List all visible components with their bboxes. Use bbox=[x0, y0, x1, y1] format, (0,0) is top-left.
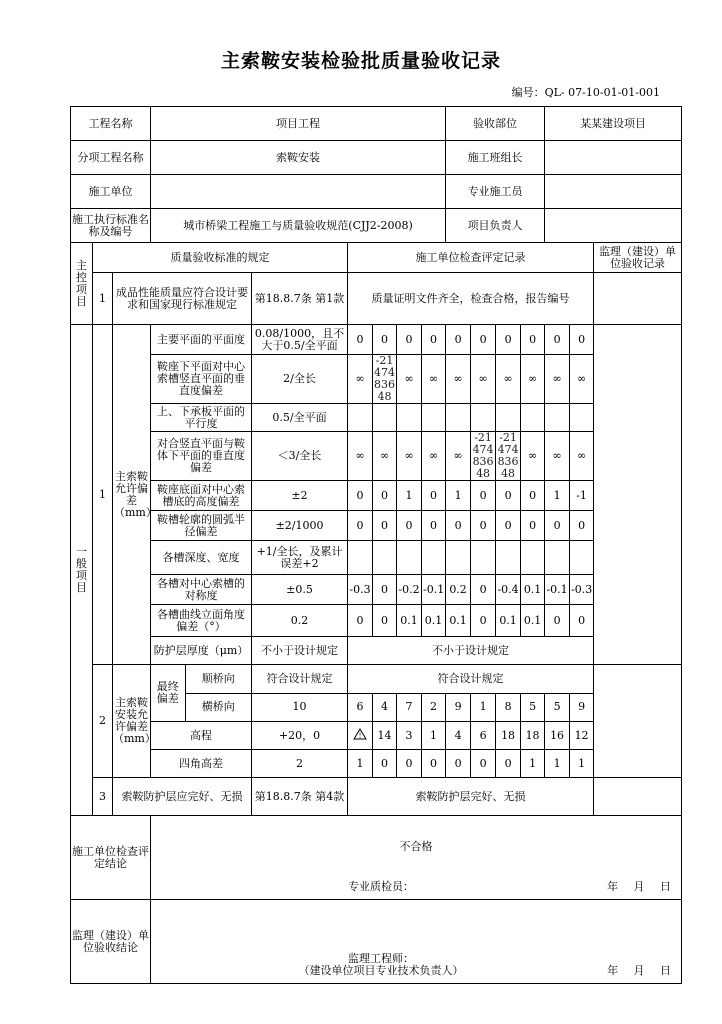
value-cell: 0 bbox=[373, 511, 397, 541]
coating-desc: 防护层厚度（μm） bbox=[151, 637, 252, 665]
main-item-record: 质量证明文件齐全，检查合格，报告编号 bbox=[348, 273, 594, 325]
value-cell: -0.1 bbox=[422, 575, 446, 605]
value-cell: 0 bbox=[471, 750, 496, 778]
item3-supervision bbox=[594, 778, 682, 816]
value-cell: ∞ bbox=[446, 432, 471, 481]
value-cell: 9 bbox=[570, 693, 594, 722]
item-desc: 鞍座下平面对中心索槽竖直平面的垂直度偏差 bbox=[151, 355, 252, 404]
value-cell: 0 bbox=[397, 750, 422, 778]
value-cell: ∞ bbox=[422, 355, 446, 404]
elevation-std: +20，0 bbox=[252, 722, 348, 750]
professional-worker-label: 专业施工员 bbox=[446, 175, 545, 209]
standard-label: 施工执行标准名称及编号 bbox=[71, 209, 151, 243]
elevation-label: 高程 bbox=[151, 722, 252, 750]
value-cell: 0 bbox=[545, 325, 570, 355]
value-cell bbox=[496, 432, 521, 481]
conclusion-result: 不合格 bbox=[399, 840, 433, 853]
value-cell: 0 bbox=[446, 511, 471, 541]
value-cell bbox=[422, 404, 446, 432]
value-cell: 0 bbox=[471, 325, 496, 355]
item-desc: 上、下承板平面的平行度 bbox=[151, 404, 252, 432]
value-cell: ∞ bbox=[545, 432, 570, 481]
value-cell: 18 bbox=[521, 722, 545, 750]
item-std: ±2 bbox=[252, 481, 348, 511]
value-cell: ∞ bbox=[422, 432, 446, 481]
professional-worker-value bbox=[545, 175, 682, 209]
value-cell: 0 bbox=[496, 325, 521, 355]
value-cell: 0 bbox=[471, 605, 496, 637]
value-cell: 1 bbox=[545, 481, 570, 511]
item-std: ＜3/全长 bbox=[252, 432, 348, 481]
value-cell: 0 bbox=[521, 325, 545, 355]
item-std: 0.2 bbox=[252, 605, 348, 637]
value-cell bbox=[471, 432, 496, 481]
value-cell: 0 bbox=[373, 481, 397, 511]
value-cell: 6 bbox=[471, 722, 496, 750]
value-cell: 1 bbox=[397, 481, 422, 511]
value-cell bbox=[471, 404, 496, 432]
final-deviation-cell bbox=[151, 665, 252, 722]
item-std: 0.08/1000，且不大于0.5/全平面 bbox=[252, 325, 348, 355]
value-cell: 0.1 bbox=[446, 605, 471, 637]
coating-record: 不小于设计规定 bbox=[348, 637, 594, 665]
value-cell: -1 bbox=[570, 481, 594, 511]
value-cell: 0 bbox=[545, 605, 570, 637]
value-cell: 0 bbox=[422, 511, 446, 541]
main-item-desc: 成品性能质量应符合设计要求和国家现行标准规定 bbox=[113, 273, 252, 325]
group1-no: 1 bbox=[93, 325, 113, 665]
group1-label: 主索鞍允许偏差（mm） bbox=[113, 325, 151, 665]
value-cell: 0.1 bbox=[521, 605, 545, 637]
item-desc: 鞍槽轮廓的圆弧半径偏差 bbox=[151, 511, 252, 541]
value-cell bbox=[397, 404, 422, 432]
supervision-conclusion-label: 监理（建设）单位验收结论 bbox=[71, 900, 151, 984]
value-cell: ∞ bbox=[570, 355, 594, 404]
value-cell: -0.2 bbox=[397, 575, 422, 605]
project-name-label: 工程名称 bbox=[71, 107, 151, 141]
value-cell: ∞ bbox=[570, 432, 594, 481]
construction-conclusion-label: 施工单位检查评定结论 bbox=[71, 816, 151, 900]
value-cell bbox=[570, 404, 594, 432]
record-code: 编号：QL- 07-10-01-01-001 bbox=[511, 86, 660, 99]
value-cell: 14 bbox=[373, 722, 397, 750]
value-cell: 0.2 bbox=[446, 575, 471, 605]
value-cell: 0 bbox=[570, 325, 594, 355]
value-cell: -0.4 bbox=[496, 575, 521, 605]
item-desc: 各槽对中心索槽的对称度 bbox=[151, 575, 252, 605]
item-desc: 各槽深度、宽度 bbox=[151, 541, 252, 575]
main-item-no: 1 bbox=[93, 273, 113, 325]
inspection-date: 年 月 日 bbox=[607, 880, 678, 893]
value-cell: 0 bbox=[348, 481, 373, 511]
value-cell: -0.3 bbox=[348, 575, 373, 605]
item-desc: 对合竖直平面与鞍体下平面的垂直度偏差 bbox=[151, 432, 252, 481]
page-title: 主索鞍安装检验批质量验收记录 bbox=[220, 50, 501, 72]
supervision-header: 监理（建设）单位验收记录 bbox=[594, 243, 682, 273]
value-cell: 1 bbox=[422, 722, 446, 750]
warning-triangle-icon bbox=[353, 728, 367, 740]
engineer-label: 监理工程师： bbox=[348, 952, 415, 965]
value-cell: 0 bbox=[521, 511, 545, 541]
value-cell bbox=[397, 541, 422, 575]
item-desc: 鞍座底面对中心索槽底的高度偏差 bbox=[151, 481, 252, 511]
value-cell bbox=[373, 541, 397, 575]
inspector-label: 专业质检员： bbox=[348, 880, 415, 893]
team-leader-label: 施工班组长 bbox=[446, 141, 545, 175]
value-cell bbox=[422, 541, 446, 575]
main-item-supervision bbox=[594, 273, 682, 325]
item3-record: 索鞍防护层完好、无损 bbox=[348, 778, 594, 816]
item3-std: 第18.8.7条 第4款 bbox=[252, 778, 348, 816]
value-cell: 3 bbox=[397, 722, 422, 750]
corner-label: 四角高差 bbox=[151, 750, 252, 778]
value-cell: 0 bbox=[422, 750, 446, 778]
value-cell bbox=[348, 404, 373, 432]
value-cell: 18 bbox=[496, 722, 521, 750]
value-cell: ∞ bbox=[496, 355, 521, 404]
standard-value: 城市桥梁工程施工与质量验收规范(CJJ2-2008) bbox=[151, 209, 446, 243]
project-manager-value bbox=[545, 209, 682, 243]
sub-project-value: 索鞍安装 bbox=[151, 141, 446, 175]
value-cell bbox=[545, 404, 570, 432]
value-cell: 0 bbox=[422, 481, 446, 511]
value-cell: 0 bbox=[496, 750, 521, 778]
value-cell: 0 bbox=[397, 511, 422, 541]
value-cell: ∞ bbox=[348, 432, 373, 481]
project-manager-label: 项目负责人 bbox=[446, 209, 545, 243]
group2-label: 主索鞍安装允许偏差（mm） bbox=[113, 665, 151, 778]
value-cell: 0 bbox=[446, 750, 471, 778]
along-bridge-label: 顺桥向 bbox=[185, 665, 251, 693]
value-cell: -0.3 bbox=[570, 575, 594, 605]
value-cell: ∞ bbox=[545, 355, 570, 404]
value-cell: 0 bbox=[348, 511, 373, 541]
sub-project-label: 分项工程名称 bbox=[71, 141, 151, 175]
value-cell: 0 bbox=[496, 511, 521, 541]
value-cell: 0 bbox=[471, 575, 496, 605]
team-leader-value bbox=[545, 141, 682, 175]
value-cell bbox=[496, 404, 521, 432]
value-cell: 0 bbox=[422, 325, 446, 355]
value-cell: 16 bbox=[545, 722, 570, 750]
cross-bridge-label: 横桥向 bbox=[201, 700, 235, 714]
item-desc: 各槽曲线立面角度偏差（°） bbox=[151, 605, 252, 637]
value-cell: ∞ bbox=[348, 355, 373, 404]
value-cell: 8 bbox=[496, 693, 521, 722]
main-control-label: 主控项目 bbox=[71, 243, 93, 325]
value-cell: 0 bbox=[373, 750, 397, 778]
value-cell: 1 bbox=[545, 750, 570, 778]
value-cell: ∞ bbox=[397, 432, 422, 481]
value-cell: 2 bbox=[422, 693, 446, 722]
value-cell: 6 bbox=[348, 693, 373, 722]
value-cell: ∞ bbox=[373, 432, 397, 481]
group2-no: 2 bbox=[93, 665, 113, 778]
inspection-part-label: 验收部位 bbox=[446, 107, 545, 141]
value-cell: 0 bbox=[496, 481, 521, 511]
value-cell bbox=[373, 355, 397, 404]
value-cell: 0 bbox=[521, 481, 545, 511]
value-cell: 0 bbox=[545, 511, 570, 541]
item-std: ±0.5 bbox=[252, 575, 348, 605]
item3-no: 3 bbox=[93, 778, 113, 816]
overflow-text: -21 474 836 48 bbox=[374, 354, 396, 403]
value-cell: 0.1 bbox=[397, 605, 422, 637]
value-cell: 1 bbox=[446, 481, 471, 511]
value-cell: 5 bbox=[545, 693, 570, 722]
inspection-table bbox=[70, 106, 682, 984]
value-cell: ∞ bbox=[521, 355, 545, 404]
item-std: ±2/1000 bbox=[252, 511, 348, 541]
value-cell: 9 bbox=[446, 693, 471, 722]
value-cell: 0 bbox=[570, 605, 594, 637]
construction-unit-label: 施工单位 bbox=[71, 175, 151, 209]
value-cell: 4 bbox=[373, 693, 397, 722]
value-cell: 0 bbox=[373, 605, 397, 637]
item-std: +1/全长，及累计误差+2 bbox=[252, 541, 348, 575]
value-cell: 0 bbox=[471, 511, 496, 541]
cross-std: 10 bbox=[252, 693, 348, 722]
construction-conclusion-cell bbox=[151, 816, 682, 900]
value-cell: 7 bbox=[397, 693, 422, 722]
value-cell bbox=[348, 541, 373, 575]
item-desc: 主要平面的平面度 bbox=[151, 325, 252, 355]
value-cell bbox=[545, 541, 570, 575]
supervision-date: 年 月 日 bbox=[607, 964, 678, 977]
value-cell: ∞ bbox=[521, 432, 545, 481]
value-cell: 0.1 bbox=[496, 605, 521, 637]
construction-check-header: 施工单位检查评定记录 bbox=[348, 243, 594, 273]
value-cell: 1 bbox=[521, 750, 545, 778]
value-cell: 5 bbox=[521, 693, 545, 722]
corner-std: 2 bbox=[252, 750, 348, 778]
group1-supervision bbox=[594, 325, 682, 665]
supervision-conclusion-cell bbox=[151, 900, 682, 984]
value-cell: 12 bbox=[570, 722, 594, 750]
value-cell bbox=[570, 541, 594, 575]
value-cell: ∞ bbox=[397, 355, 422, 404]
value-cell: 1 bbox=[570, 750, 594, 778]
engineer-role: （建设单位项目专业技术负责人） bbox=[298, 964, 464, 977]
value-cell: 0 bbox=[373, 575, 397, 605]
inspection-part-value: 某某建设项目 bbox=[545, 107, 682, 141]
value-cell: 0 bbox=[397, 325, 422, 355]
value-cell bbox=[373, 404, 397, 432]
along-record: 符合设计规定 bbox=[348, 665, 594, 694]
value-cell bbox=[521, 541, 545, 575]
construction-unit-value bbox=[151, 175, 446, 209]
general-items-label: 一般项目 bbox=[71, 325, 93, 816]
main-item-std: 第18.8.7条 第1款 bbox=[252, 273, 348, 325]
svg-text:!: ! bbox=[358, 732, 362, 740]
value-cell: 0 bbox=[373, 325, 397, 355]
value-cell bbox=[446, 404, 471, 432]
coating-std: 不小于设计规定 bbox=[252, 637, 348, 665]
item-std: 0.5/全平面 bbox=[252, 404, 348, 432]
value-cell: 0 bbox=[348, 325, 373, 355]
item3-desc: 索鞍防护层应完好、无损 bbox=[113, 778, 252, 816]
value-cell: 1 bbox=[471, 693, 496, 722]
value-cell: 0.1 bbox=[422, 605, 446, 637]
value-cell: 0 bbox=[348, 605, 373, 637]
project-name-value: 项目工程 bbox=[151, 107, 446, 141]
value-cell bbox=[471, 541, 496, 575]
value-cell: ∞ bbox=[446, 355, 471, 404]
value-cell: 0 bbox=[471, 481, 496, 511]
value-cell: 0.1 bbox=[521, 575, 545, 605]
value-cell: 0 bbox=[446, 325, 471, 355]
value-cell: 4 bbox=[446, 722, 471, 750]
item-std: 2/全长 bbox=[252, 355, 348, 404]
final-deviation-label: 最终偏差 bbox=[151, 665, 185, 721]
value-cell bbox=[521, 404, 545, 432]
value-cell: -0.1 bbox=[545, 575, 570, 605]
standard-column-header: 质量验收标准的规定 bbox=[93, 243, 348, 273]
value-cell: 0 bbox=[570, 511, 594, 541]
group2-supervision bbox=[594, 665, 682, 778]
value-cell: ∞ bbox=[471, 355, 496, 404]
along-std: 符合设计规定 bbox=[252, 665, 348, 694]
value-cell bbox=[446, 541, 471, 575]
overflow-text: -21 474 836 48 bbox=[472, 431, 494, 480]
overflow-text: -21 474 836 48 bbox=[497, 431, 519, 480]
value-cell bbox=[348, 722, 373, 750]
value-cell: 1 bbox=[348, 750, 373, 778]
value-cell bbox=[496, 541, 521, 575]
